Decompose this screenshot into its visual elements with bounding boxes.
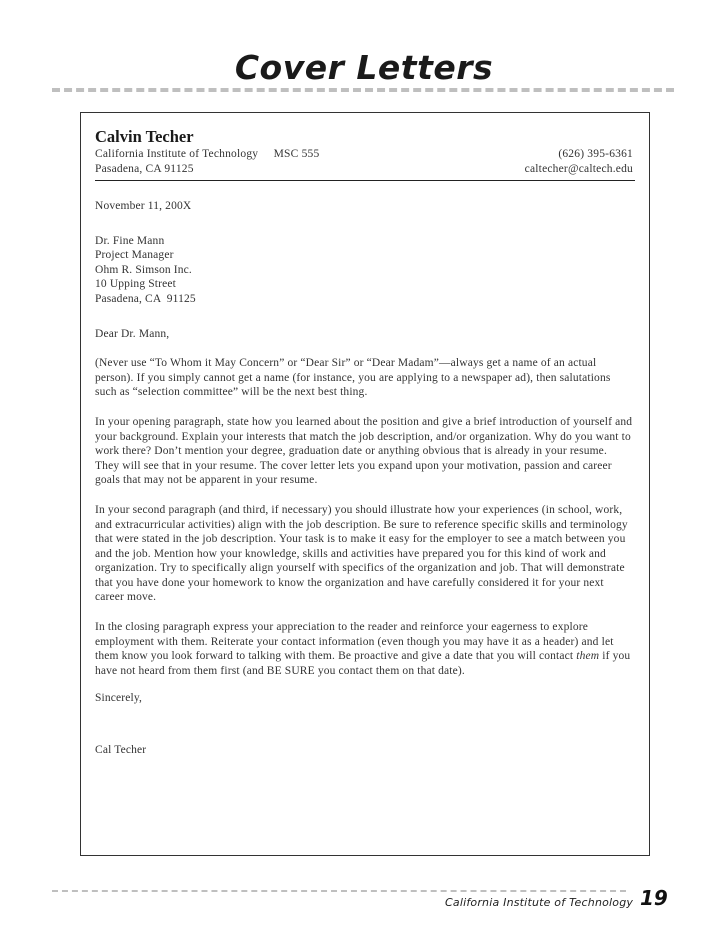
header-rule [95, 180, 635, 181]
sender-address-line1: California Institute of Technology MSC 555 [95, 148, 320, 160]
header-row-2 [95, 162, 633, 177]
bottom-dashed-divider [52, 890, 626, 892]
closing-emphasis: them [576, 650, 600, 663]
footer-institution: California Institute of Technology [445, 896, 634, 909]
closing-text: In the closing paragraph express your appreciation to the reader and reinforce your eagerness to explore employment with them. Reiterate your contact information (even though you may have it as a header) and let them know you look forward to talking with them. Be proactive and give a date that you will contact [95, 621, 614, 663]
signature: Cal Techer [95, 744, 147, 757]
top-dashed-divider [52, 88, 674, 92]
recipient-line: Pasadena, CA 91125 [95, 292, 196, 305]
recipient-address [95, 234, 633, 307]
recipient-line: Dr. Fine Mann [95, 234, 165, 247]
letter-body [95, 126, 633, 758]
closing-text-end: if you have not heard from them first (and BE SURE you contact them on that date). [95, 650, 631, 677]
sender-address-line2: Pasadena, CA 91125 [95, 163, 194, 175]
letter-date: November 11, 200X [95, 200, 192, 212]
sender-phone: (626) 395-6361 [558, 148, 633, 160]
recipient-line: Project Manager [95, 249, 174, 262]
body-paragraph: (Never use “To Whom it May Concern” or “Dear Sir” or “Dear Madam”—always get a name of an actual person). If you simply cannot get a name (for instance, you are applying to a newspaper ad), then salutations such as “selection committee” will be the next best thing. [95, 357, 611, 399]
closing-paragraph [95, 620, 633, 678]
body-paragraph: In your opening paragraph, state how you learned about the position and give a brief introduction of yourself and your background. Explain your interests that match the job description, and/or organization. Why do you want to work there? Don’t mention your degree, graduation date or anything obvious that is already in your resume. They will see that in your resume. The cover letter lets you expand upon your motivation, passion and career goals that may not be apparent in your resume. [95, 415, 633, 487]
page-title: Cover Letters [234, 48, 494, 87]
salutation: Dear Dr. Mann, [95, 327, 170, 340]
body-paragraph: In your second paragraph (and third, if necessary) you should illustrate how your experiences (in school, work, and extracurricular activities) align with the job description. Be sure to reference specific skills and terminology that were stated in the job description. Your task is to make it easy for the employer to see a match between you and the job. Mention how your knowledge, skills and activities have prepared you for this kind of work and organization. Try to specifically align yourself with specifics of the organization and job. That will demonstrate that you have done your homework to know the organization and have carefully considered it for your next career move. [95, 503, 628, 604]
sender-email: caltecher@caltech.edu [524, 163, 633, 175]
sign-off: Sincerely, [95, 692, 143, 705]
header-row-1 [95, 147, 633, 162]
page-number: 19 [640, 886, 668, 910]
recipient-line: 10 Upping Street [95, 278, 176, 291]
sample-letter-box [80, 112, 650, 856]
recipient-line: Ohm R. Simson Inc. [95, 263, 192, 276]
sender-name: Calvin Techer [95, 127, 194, 146]
